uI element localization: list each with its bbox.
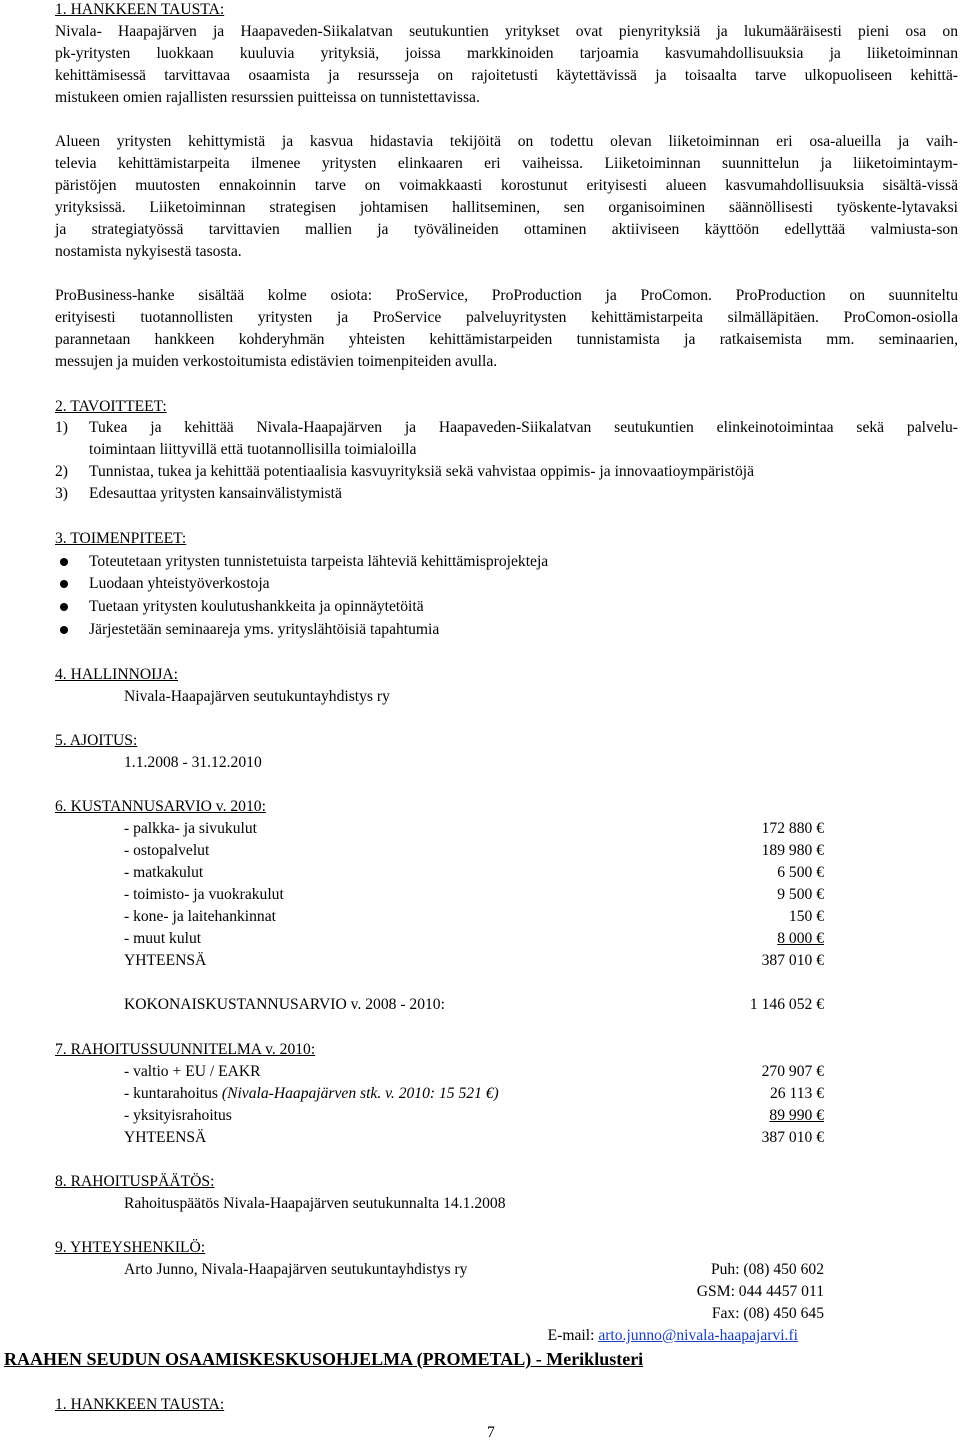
section-heading-financing-plan: 7. RAHOITUSSUUNNITELMA v. 2010: [55, 1041, 316, 1058]
overall-cost-label: KOKONAISKUSTANNUSARVIO v. 2008 - 2010: [124, 996, 445, 1013]
background-para2-line6: nostamista nykyisestä tasosta. [55, 243, 242, 260]
section-heading-funding-decision: 8. RAHOITUSPÄÄTÖS: [55, 1173, 215, 1190]
section-heading-background: 1. HANKKEEN TAUSTA: [55, 1396, 225, 1413]
section-heading-contact: 9. YHTEYSHENKILÖ: [55, 1239, 206, 1256]
page-number: 7 [487, 1424, 495, 1441]
financing-label-text: - kuntarahoitus [124, 1085, 222, 1102]
financing-row-label: - yksityisrahoitus [124, 1107, 232, 1124]
cost-row-label: - matkakulut [124, 864, 204, 881]
financing-row-amount: 26 113 € [770, 1085, 824, 1102]
section-heading-cost-estimate: 6. KUSTANNUSARVIO v. 2010: [55, 798, 266, 815]
cost-row-amount: 6 500 € [777, 864, 824, 881]
financing-row-label [124, 1084, 499, 1104]
cost-row-amount: 189 980 € [761, 842, 824, 859]
administrator-value: Nivala-Haapajärven seutukuntayhdistys ry [124, 688, 390, 705]
section-heading-goals: 2. TAVOITTEET: [55, 398, 167, 415]
cost-row-amount: 172 880 € [761, 820, 824, 837]
section-heading-actions: 3. TOIMENPITEET: [55, 530, 187, 547]
overall-cost-amount: 1 146 052 € [749, 996, 824, 1013]
action-item-3: Tuetaan yritysten koulutushankkeita ja opinnäytetöitä [89, 598, 424, 615]
background-para2-line2: televia kehittämistarpeita ilmenee yritysten elinkaaren eri vaiheissa. Liiketoiminnan suunnittelun ja liiketoimintaym- [55, 155, 958, 172]
section-heading-schedule: 5. AJOITUS: [55, 732, 138, 749]
cost-row-amount: 8 000 € [777, 930, 824, 947]
goal-item-3: Edesauttaa yritysten kansainvälistymistä [89, 485, 342, 502]
financing-row-amount: 270 907 € [761, 1063, 824, 1080]
contact-email-row [548, 1326, 798, 1346]
financing-total-amount: 387 010 € [761, 1129, 824, 1146]
financing-total-label: YHTEENSÄ [124, 1129, 207, 1146]
goal-item-2: Tunnistaa, tukea ja kehittää potentiaalisia kasvuyrityksiä sekä vahvistaa oppimis- ja innovaatioympäristöjä [89, 463, 755, 480]
cost-total-label: YHTEENSÄ [124, 952, 207, 969]
cost-row-label: - kone- ja laitehankinnat [124, 908, 276, 925]
cost-row-label: - ostopalvelut [124, 842, 210, 859]
cost-row-label: - toimisto- ja vuokrakulut [124, 886, 284, 903]
background-para3-line4: messujen ja muiden verkostoitumista edistävien toimenpiteiden avulla. [55, 353, 498, 370]
section-heading-background: 1. HANKKEEN TAUSTA: [55, 1, 225, 18]
contact-email-label: E-mail: [547, 1327, 599, 1344]
goal-item-1-line2: toimintaan liittyvillä että tuotannollisilla toimialoilla [89, 441, 417, 458]
cost-row-label: - palkka- ja sivukulut [124, 820, 257, 837]
bullet-icon [60, 626, 68, 634]
background-para3-line1: ProBusiness-hanke sisältää kolme osiota: ProService, ProProduction ja ProComon. ProProduction on suunniteltu [55, 287, 958, 304]
cost-row-amount: 9 500 € [777, 886, 824, 903]
contact-fax: Fax: (08) 450 645 [711, 1305, 824, 1322]
background-para1-line2: pk-yritysten luokkaan kuuluvia yrityksiä, joissa markkinoiden tarjoamia kasvumahdollisuuksia ja liiketoiminnan [55, 45, 958, 62]
bullet-icon [60, 580, 68, 588]
background-para2-line1: Alueen yritysten kehittymistä ja kasvua hidastavia tekijöitä on todettu olevan liiketoiminnan eri osa-alueilla ja vaih- [55, 133, 958, 150]
action-item-1: Toteutetaan yritysten tunnistetuista tarpeista lähteviä kehittämisprojekteja [89, 553, 549, 570]
funding-decision-value: Rahoituspäätös Nivala-Haapajärven seutukunnalta 14.1.2008 [124, 1195, 506, 1212]
contact-email-link[interactable]: arto.junno@nivala-haapajarvi.fi [598, 1327, 798, 1344]
action-item-4: Järjestetään seminaareja yms. yrityslähtöisiä tapahtumia [89, 621, 440, 638]
contact-name: Arto Junno, Nivala-Haapajärven seutukuntayhdistys ry [124, 1261, 468, 1278]
goal-number: 2) [55, 463, 68, 480]
background-para2-line5: ja strategiatyössä tarvittavien mallien ja työvälineiden ottaminen aktiiviseen käyttöön edellyttää valmiusta-son [55, 221, 958, 238]
contact-gsm: GSM: 044 4457 011 [696, 1283, 824, 1300]
section-heading-administrator: 4. HALLINNOIJA: [55, 666, 178, 683]
financing-row-label: - valtio + EU / EAKR [124, 1063, 261, 1080]
cost-total-amount: 387 010 € [761, 952, 824, 969]
bullet-icon [60, 603, 68, 611]
goal-number: 1) [55, 419, 68, 436]
financing-label-note: (Nivala-Haapajärven stk. v. 2010: 15 521 €) [221, 1085, 499, 1102]
next-project-title: RAAHEN SEUDUN OSAAMISKESKUSOHJELMA (PROMETAL) - Meriklusteri [4, 1349, 644, 1369]
background-para1-line3: kehittämisessä tarvittavaa osaamista ja resursseja on rajoitetusti käytettävissä ja toisaalta tarve ulkopuoliseen kehittä- [55, 67, 958, 84]
goal-number: 3) [55, 485, 68, 502]
bullet-icon [60, 558, 68, 566]
background-para2-line3: päristöjen muutosten ennakoinnin tarve on voimakkaasti korostunut erityisesti alueen kasvumahdollisuuksia sisältä-vissä [55, 177, 958, 194]
cost-row-amount: 150 € [788, 908, 824, 925]
contact-phone: Puh: (08) 450 602 [710, 1261, 824, 1278]
financing-row-amount: 89 990 € [769, 1107, 824, 1124]
schedule-value: 1.1.2008 - 31.12.2010 [124, 754, 262, 771]
background-para2-line4: yrityksissä. Liiketoiminnan strategisen johtamisen hallitseminen, sen organisoiminen säännöllisesti työskente-lytavaksi [55, 199, 958, 216]
cost-row-label: - muut kulut [124, 930, 202, 947]
action-item-2: Luodaan yhteistyöverkostoja [89, 575, 270, 592]
background-para3-line2: erityisesti tuotannollisten yritysten ja ProService palveluyritysten kehittämistarpeita silmälläpitäen. ProComon-osiolla [55, 309, 958, 326]
background-para3-line3: parannetaan hankkeen kohderyhmän yhteisten kehittämistarpeiden tunnistamista ja ratkaisemista mm. seminaarien, [55, 331, 958, 348]
background-para1-line1: Nivala- Haapajärven ja Haapaveden-Siikalatvan seutukuntien yritykset ovat pienyrityksiä ja lukumääräisesti pieni osa on [55, 23, 958, 40]
background-para1-line4: mistukeen omien rajallisten resurssien puitteissa on tunnistettavissa. [55, 89, 480, 106]
goal-item-1-line1: Tukea ja kehittää Nivala-Haapajärven ja Haapaveden-Siikalatvan seutukuntien elinkeinotoimintaa sekä palvelu- [89, 419, 958, 436]
